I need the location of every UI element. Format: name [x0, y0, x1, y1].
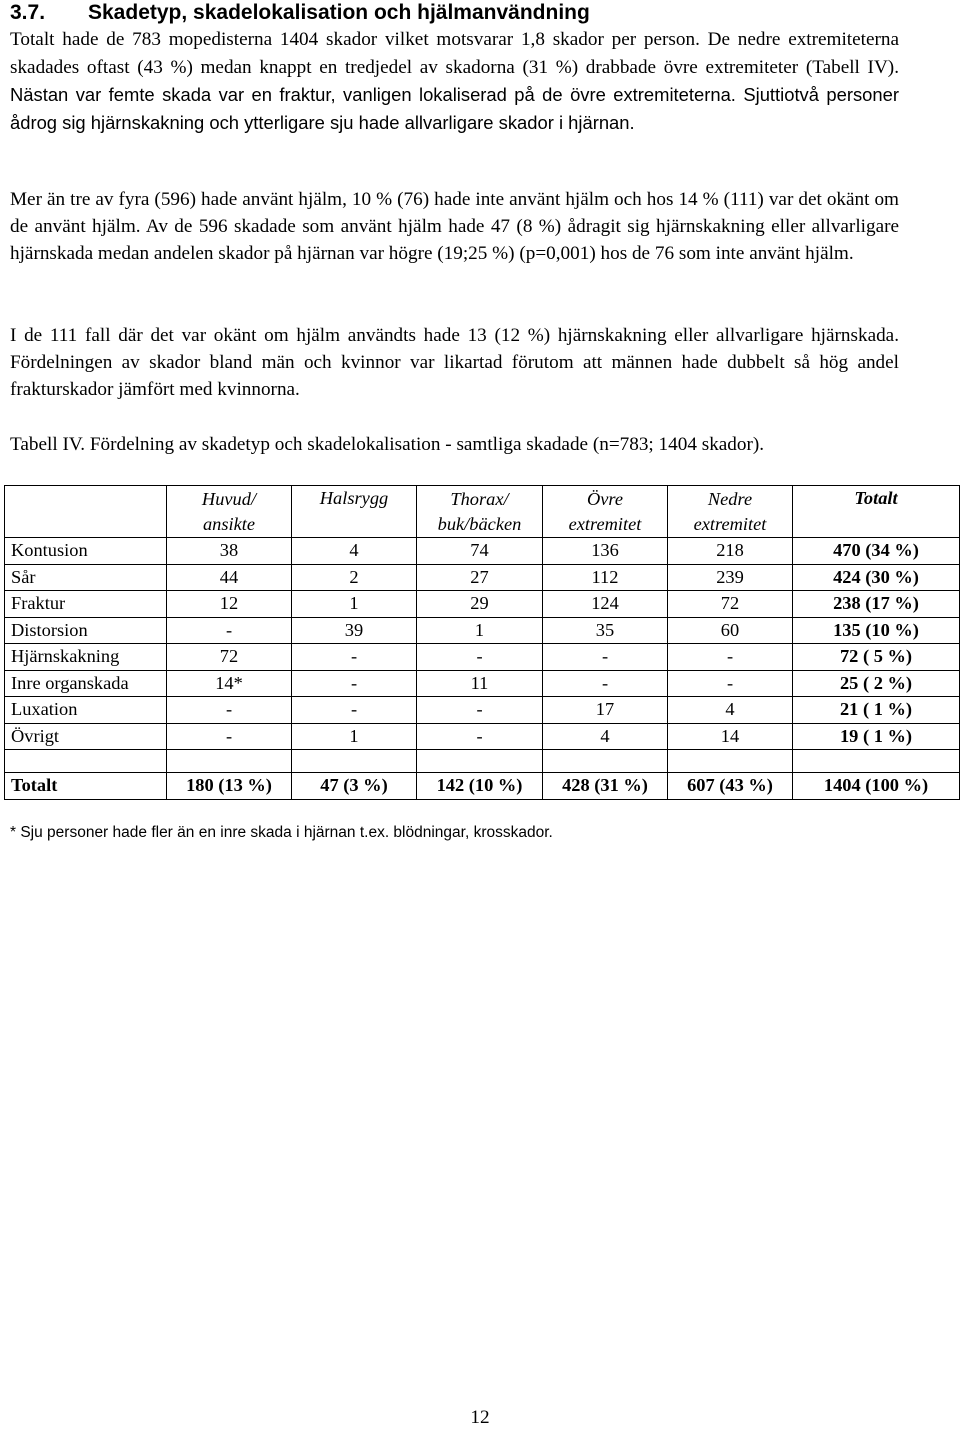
table-cell: - — [543, 644, 668, 671]
table-cell: 17 — [543, 697, 668, 724]
total-cell: 21 ( 1 %) — [793, 697, 960, 724]
table-cell: - — [668, 670, 793, 697]
table-cell: 124 — [543, 591, 668, 618]
spacer-cell — [668, 750, 793, 773]
table-cell: 12 — [167, 591, 292, 618]
section-number: 3.7. — [10, 1, 46, 24]
table-cell: - — [167, 617, 292, 644]
total-cell: 238 (17 %) — [793, 591, 960, 618]
table-cell: 239 — [668, 564, 793, 591]
total-cell: 135 (10 %) — [793, 617, 960, 644]
header-thorax — [417, 486, 543, 538]
spacer-cell — [5, 750, 167, 773]
total-cell: 142 (10 %) — [417, 773, 543, 800]
paragraph3-text-2: Fördelningen av skador bland män och kvinnor var likartad förutom att männen hade dubbelt så hög andel frakturskador jämfört med kvinnorna. — [10, 352, 899, 400]
table-cell: 1 — [417, 617, 543, 644]
header-text: Nedre — [707, 488, 753, 509]
table-row — [5, 723, 960, 750]
table-cell: 218 — [668, 538, 793, 565]
spacer-cell — [543, 750, 668, 773]
table-cell: 72 — [167, 644, 292, 671]
row-label: Luxation — [5, 697, 167, 724]
table-cell: 29 — [417, 591, 543, 618]
row-label: Övrigt — [5, 723, 167, 750]
table-row — [5, 644, 960, 671]
table-cell: 4 — [668, 697, 793, 724]
header-text: buk/bäcken — [437, 513, 522, 534]
header-text: extremitet — [568, 513, 642, 534]
header-text: Övre — [586, 488, 624, 509]
header-text: Thorax/ — [450, 488, 509, 509]
table-cell: - — [167, 723, 292, 750]
paragraph-injuries-summary — [10, 26, 899, 137]
spacer-cell — [417, 750, 543, 773]
table-cell: 38 — [167, 538, 292, 565]
total-cell: 470 (34 %) — [793, 538, 960, 565]
header-lower-extremity — [668, 486, 793, 538]
paragraph-helmet-use — [10, 186, 899, 267]
table-cell: 4 — [543, 723, 668, 750]
table-cell: 39 — [292, 617, 417, 644]
header-neck — [292, 486, 417, 538]
table-caption: Tabell IV. Fördelning av skadetyp och skadelokalisation - samtliga skadade (n=783; 1404 skador). — [10, 434, 765, 455]
table-cell: - — [292, 670, 417, 697]
table-row — [5, 564, 960, 591]
table-row — [5, 591, 960, 618]
total-cell: 180 (13 %) — [167, 773, 292, 800]
total-cell: 428 (31 %) — [543, 773, 668, 800]
paragraph2-text-2: Av de 596 skadade som använt hjälm hade 47 (8 %) ådragit sig hjärnskakning eller allvarligare hjärnskada medan andelen skador på hjärnan var högre (19;25 %) (p=0,001) hos de 76 som inte använt hjälm. — [10, 216, 899, 264]
total-row-label: Totalt — [5, 773, 167, 800]
header-empty-cell — [5, 486, 167, 538]
table-header-row — [5, 486, 960, 538]
table-cell: 44 — [167, 564, 292, 591]
table-row — [5, 538, 960, 565]
table-cell: 27 — [417, 564, 543, 591]
row-label: Kontusion — [5, 538, 167, 565]
table-cell: - — [292, 644, 417, 671]
table-cell: 72 — [668, 591, 793, 618]
spacer-cell — [292, 750, 417, 773]
table-total-row — [5, 773, 960, 800]
paragraph2-text-1: Mer än tre av fyra (596) hade använt hjälm, 10 % (76) hade inte använt hjälm och hos 14 % (111) var det okänt om de använt hjälm. — [10, 189, 899, 237]
injury-table — [4, 485, 960, 800]
table-spacer-row — [5, 750, 960, 773]
row-label: Inre organskada — [5, 670, 167, 697]
total-cell: 47 (3 %) — [292, 773, 417, 800]
total-cell: 19 ( 1 %) — [793, 723, 960, 750]
page-number: 12 — [470, 1407, 490, 1428]
table-row — [5, 670, 960, 697]
table-cell: 35 — [543, 617, 668, 644]
section-heading — [10, 0, 590, 26]
table-cell: 2 — [292, 564, 417, 591]
table-row — [5, 617, 960, 644]
spacer-cell — [167, 750, 292, 773]
table-cell: - — [167, 697, 292, 724]
spacer-cell — [793, 750, 960, 773]
table-cell: 14* — [167, 670, 292, 697]
table-cell: 14 — [668, 723, 793, 750]
table-cell: - — [417, 644, 543, 671]
header-head-face — [167, 486, 292, 538]
table-cell: - — [292, 697, 417, 724]
table-cell: 11 — [417, 670, 543, 697]
table-cell: 1 — [292, 591, 417, 618]
table-cell: 112 — [543, 564, 668, 591]
row-label: Distorsion — [5, 617, 167, 644]
total-cell: 607 (43 %) — [668, 773, 793, 800]
header-text: Halsrygg — [319, 488, 389, 508]
paragraph3-text-1: I de 111 fall där det var okänt om hjälm användts hade 13 (12 %) hjärnskakning eller allvarligare hjärnskada. — [10, 325, 899, 346]
total-cell: 72 ( 5 %) — [793, 644, 960, 671]
header-upper-extremity — [543, 486, 668, 538]
table-cell: - — [417, 697, 543, 724]
table-cell: 4 — [292, 538, 417, 565]
table-cell: 74 — [417, 538, 543, 565]
table-cell: 60 — [668, 617, 793, 644]
row-label: Fraktur — [5, 591, 167, 618]
grand-total-cell: 1404 (100 %) — [793, 773, 960, 800]
table-cell: 1 — [292, 723, 417, 750]
table-cell: - — [543, 670, 668, 697]
section-title: Skadetyp, skadelokalisation och hjälmanvändning — [88, 1, 590, 24]
header-text: Totalt — [854, 488, 898, 508]
table-cell: - — [668, 644, 793, 671]
row-label: Hjärnskakning — [5, 644, 167, 671]
paragraph1-serif-text: Totalt hade de 783 mopedisterna 1404 skador vilket motsvarar 1,8 skador per person. De nedre extremiteterna skadades oftast (43 %) medan knappt en tredjedel av skadorna (31 %) drabbade övre extremiteter (Tabell IV). — [10, 29, 899, 78]
header-text: ansikte — [202, 513, 256, 534]
total-cell: 424 (30 %) — [793, 564, 960, 591]
table-footnote: * Sju personer hade fler än en inre skada i hjärnan t.ex. blödningar, krosskador. — [10, 824, 553, 841]
table-cell: 136 — [543, 538, 668, 565]
total-cell: 25 ( 2 %) — [793, 670, 960, 697]
paragraph1-sans-text: Nästan var femte skada var en fraktur, vanligen lokaliserad på de övre extremiteterna. Sjuttiotvå personer ådrog sig hjärnskakning och ytterligare sju hade allvarligare skador i hjärnan. — [10, 84, 899, 133]
paragraph-unknown-helmet — [10, 322, 899, 403]
table-row — [5, 697, 960, 724]
row-label: Sår — [5, 564, 167, 591]
header-text: extremitet — [693, 513, 767, 534]
header-text: Huvud/ — [201, 488, 257, 509]
header-total — [793, 486, 960, 538]
table-cell: - — [417, 723, 543, 750]
